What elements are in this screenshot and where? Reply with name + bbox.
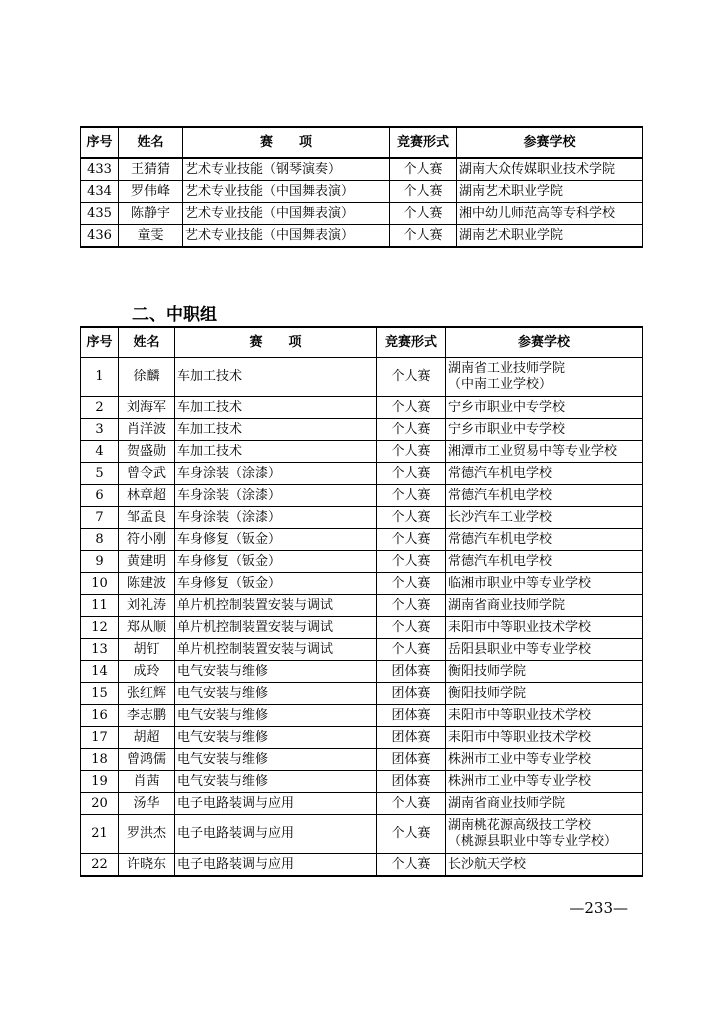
cell-name: 胡钉 [119, 639, 175, 661]
cell-format: 个人赛 [377, 815, 446, 854]
cell-school [446, 705, 643, 727]
cell-school [446, 749, 643, 771]
cell-name: 陈建波 [119, 573, 175, 595]
table-row [81, 551, 643, 573]
cell-event: 电气安装与维修 [175, 771, 377, 793]
cell-school [446, 595, 643, 617]
table-header-row [81, 127, 643, 158]
cell-school [446, 771, 643, 793]
cell-school [446, 463, 643, 485]
header-format: 竞赛形式 [390, 127, 457, 158]
school-line: 湖南艺术职业学院 [459, 183, 564, 199]
table-row [81, 854, 643, 877]
table-header-row [81, 327, 643, 358]
school-line: 宁乡市职业中专学校 [448, 421, 566, 437]
cell-event: 艺术专业技能（中国舞表演） [183, 203, 390, 225]
table-row [81, 158, 643, 181]
cell-format: 个人赛 [377, 793, 446, 815]
cell-event: 电气安装与维修 [175, 749, 377, 771]
cell-format: 个人赛 [377, 397, 446, 419]
school-line: 常德汽车机电学校 [448, 465, 553, 481]
cell-name: 罗洪杰 [119, 815, 175, 854]
cell-no: 12 [81, 617, 119, 639]
cell-name: 成玲 [119, 661, 175, 683]
cell-name: 徐麟 [119, 358, 175, 397]
cell-format: 团体赛 [377, 683, 446, 705]
school-line: 长沙汽车工业学校 [448, 509, 553, 525]
header-no: 序号 [81, 127, 119, 158]
cell-name: 汤华 [119, 793, 175, 815]
cell-format: 个人赛 [377, 573, 446, 595]
cell-school [446, 793, 643, 815]
cell-no: 6 [81, 485, 119, 507]
cell-format: 团体赛 [377, 727, 446, 749]
school-line: 临湘市职业中等专业学校 [448, 575, 592, 591]
school-line: 株洲市工业中等专业学校 [448, 773, 592, 789]
cell-school [446, 815, 643, 854]
cell-school [446, 529, 643, 551]
section-title: 二、中职组 [132, 305, 217, 325]
cell-format: 个人赛 [377, 551, 446, 573]
cell-name: 童雯 [119, 225, 183, 248]
cell-format: 团体赛 [377, 771, 446, 793]
cell-no: 3 [81, 419, 119, 441]
cell-format: 个人赛 [390, 225, 457, 248]
cell-name: 胡超 [119, 727, 175, 749]
school-line: 湖南省商业技师学院 [448, 597, 566, 613]
cell-school [446, 419, 643, 441]
cell-format: 个人赛 [377, 358, 446, 397]
table-row [81, 705, 643, 727]
school-line: 耒阳市中等职业技术学校 [448, 707, 592, 723]
cell-school [446, 441, 643, 463]
cell-event: 车身修复（钣金） [175, 529, 377, 551]
table-row [81, 793, 643, 815]
cell-format: 个人赛 [377, 441, 446, 463]
header-name: 姓名 [119, 327, 175, 358]
cell-format: 个人赛 [377, 507, 446, 529]
cell-school [446, 551, 643, 573]
table-row [81, 617, 643, 639]
school-line: 宁乡市职业中专学校 [448, 399, 566, 415]
cell-no: 7 [81, 507, 119, 529]
cell-format: 个人赛 [377, 485, 446, 507]
cell-no: 9 [81, 551, 119, 573]
cell-no: 21 [81, 815, 119, 854]
cell-name: 邹孟良 [119, 507, 175, 529]
header-event: 赛 项 [175, 327, 377, 358]
header-school: 参赛学校 [446, 327, 643, 358]
cell-format: 团体赛 [377, 749, 446, 771]
cell-no: 435 [81, 203, 119, 225]
cell-school [446, 573, 643, 595]
school-line: （中南工业学校） [448, 377, 553, 392]
cell-event: 车加工技术 [175, 441, 377, 463]
cell-name: 陈静宇 [119, 203, 183, 225]
cell-event: 车加工技术 [175, 419, 377, 441]
cell-school [446, 397, 643, 419]
cell-name: 黄建明 [119, 551, 175, 573]
cell-school [457, 203, 643, 225]
cell-event: 艺术专业技能（中国舞表演） [183, 181, 390, 203]
cell-no: 17 [81, 727, 119, 749]
cell-name: 许晓东 [119, 854, 175, 877]
cell-name: 刘礼涛 [119, 595, 175, 617]
competition-table-higher [80, 126, 643, 248]
cell-format: 个人赛 [377, 529, 446, 551]
school-line: 湘潭市工业贸易中等专业学校 [448, 443, 618, 459]
cell-school [446, 485, 643, 507]
cell-name: 林章超 [119, 485, 175, 507]
cell-school [446, 661, 643, 683]
cell-no: 15 [81, 683, 119, 705]
header-event: 赛 项 [183, 127, 390, 158]
table-row [81, 749, 643, 771]
cell-format: 个人赛 [377, 639, 446, 661]
header-school: 参赛学校 [457, 127, 643, 158]
table-row [81, 529, 643, 551]
cell-no: 14 [81, 661, 119, 683]
cell-no: 2 [81, 397, 119, 419]
school-line: 耒阳市中等职业技术学校 [448, 619, 592, 635]
table-row [81, 441, 643, 463]
cell-event: 电气安装与维修 [175, 727, 377, 749]
cell-no: 4 [81, 441, 119, 463]
cell-no: 433 [81, 158, 119, 181]
cell-format: 团体赛 [377, 705, 446, 727]
cell-event: 电气安装与维修 [175, 661, 377, 683]
page-number: —233— [569, 899, 628, 917]
cell-no: 10 [81, 573, 119, 595]
header-name: 姓名 [119, 127, 183, 158]
cell-name: 张红辉 [119, 683, 175, 705]
school-line: 岳阳县职业中等专业学校 [448, 641, 592, 657]
cell-format: 个人赛 [390, 181, 457, 203]
cell-no: 8 [81, 529, 119, 551]
cell-no: 5 [81, 463, 119, 485]
cell-format: 个人赛 [390, 158, 457, 181]
school-line: 株洲市工业中等专业学校 [448, 751, 592, 767]
cell-name: 李志鹏 [119, 705, 175, 727]
competition-table-vocational [80, 326, 643, 877]
school-line: 常德汽车机电学校 [448, 487, 553, 503]
cell-event: 车身涂装（涂漆） [175, 463, 377, 485]
table-row [81, 507, 643, 529]
cell-format: 团体赛 [377, 661, 446, 683]
cell-school [457, 158, 643, 181]
school-line: 衡阳技师学院 [448, 685, 527, 701]
cell-school [446, 639, 643, 661]
school-line: 长沙航天学校 [448, 856, 527, 872]
cell-event: 艺术专业技能（中国舞表演） [183, 225, 390, 248]
table-row [81, 683, 643, 705]
cell-name: 符小刚 [119, 529, 175, 551]
school-line: 衡阳技师学院 [448, 663, 527, 679]
table-row [81, 485, 643, 507]
cell-event: 单片机控制装置安装与调试 [175, 617, 377, 639]
cell-format: 个人赛 [377, 595, 446, 617]
cell-no: 436 [81, 225, 119, 248]
school-line: 耒阳市中等职业技术学校 [448, 729, 592, 745]
cell-event: 单片机控制装置安装与调试 [175, 595, 377, 617]
cell-no: 22 [81, 854, 119, 877]
cell-event: 车身涂装（涂漆） [175, 485, 377, 507]
cell-event: 车加工技术 [175, 397, 377, 419]
cell-format: 个人赛 [377, 463, 446, 485]
cell-no: 434 [81, 181, 119, 203]
school-line: 湖南省商业技师学院 [448, 795, 566, 811]
header-no: 序号 [81, 327, 119, 358]
table-row [81, 595, 643, 617]
cell-school [446, 358, 643, 397]
table-row [81, 203, 643, 225]
table-row [81, 419, 643, 441]
cell-event: 车身修复（钣金） [175, 573, 377, 595]
school-line: 湖南省工业技师学院 [448, 361, 566, 376]
table-row [81, 639, 643, 661]
cell-name: 王猜猜 [119, 158, 183, 181]
cell-no: 18 [81, 749, 119, 771]
table-row [81, 181, 643, 203]
table-row [81, 661, 643, 683]
header-format: 竞赛形式 [377, 327, 446, 358]
cell-school [446, 854, 643, 877]
cell-school [446, 727, 643, 749]
school-line: 湖南艺术职业学院 [459, 227, 564, 243]
cell-school [457, 225, 643, 248]
table-row [81, 771, 643, 793]
cell-event: 车加工技术 [175, 358, 377, 397]
cell-name: 郑从顺 [119, 617, 175, 639]
table-row [81, 225, 643, 248]
cell-format: 个人赛 [377, 419, 446, 441]
cell-event: 电子电路装调与应用 [175, 815, 377, 854]
cell-event: 电气安装与维修 [175, 683, 377, 705]
cell-no: 16 [81, 705, 119, 727]
cell-format: 个人赛 [390, 203, 457, 225]
cell-name: 刘海军 [119, 397, 175, 419]
cell-no: 11 [81, 595, 119, 617]
cell-name: 曾鸿儒 [119, 749, 175, 771]
school-line: 湖南桃花源高级技工学校 [448, 818, 592, 833]
school-line: 湖南大众传媒职业技术学院 [459, 161, 616, 177]
table-row [81, 815, 643, 854]
school-line: 常德汽车机电学校 [448, 553, 553, 569]
table-row [81, 463, 643, 485]
table-row [81, 573, 643, 595]
school-line: 湘中幼儿师范高等专科学校 [459, 205, 616, 221]
cell-school [446, 683, 643, 705]
cell-no: 20 [81, 793, 119, 815]
school-line: （桃源县职业中等专业学校） [448, 834, 618, 849]
cell-format: 个人赛 [377, 854, 446, 877]
cell-event: 电子电路装调与应用 [175, 793, 377, 815]
cell-format: 个人赛 [377, 617, 446, 639]
cell-event: 电气安装与维修 [175, 705, 377, 727]
cell-event: 车身涂装（涂漆） [175, 507, 377, 529]
cell-school [446, 507, 643, 529]
cell-school [457, 181, 643, 203]
table-row [81, 397, 643, 419]
cell-name: 肖茜 [119, 771, 175, 793]
table-row [81, 358, 643, 397]
cell-name: 罗伟峰 [119, 181, 183, 203]
cell-no: 1 [81, 358, 119, 397]
cell-name: 贺盛勋 [119, 441, 175, 463]
cell-name: 肖洋波 [119, 419, 175, 441]
cell-event: 艺术专业技能（钢琴演奏） [183, 158, 390, 181]
cell-no: 13 [81, 639, 119, 661]
cell-name: 曾令武 [119, 463, 175, 485]
cell-event: 车身修复（钣金） [175, 551, 377, 573]
cell-school [446, 617, 643, 639]
cell-event: 单片机控制装置安装与调试 [175, 639, 377, 661]
cell-event: 电子电路装调与应用 [175, 854, 377, 877]
school-line: 常德汽车机电学校 [448, 531, 553, 547]
cell-no: 19 [81, 771, 119, 793]
table-row [81, 727, 643, 749]
